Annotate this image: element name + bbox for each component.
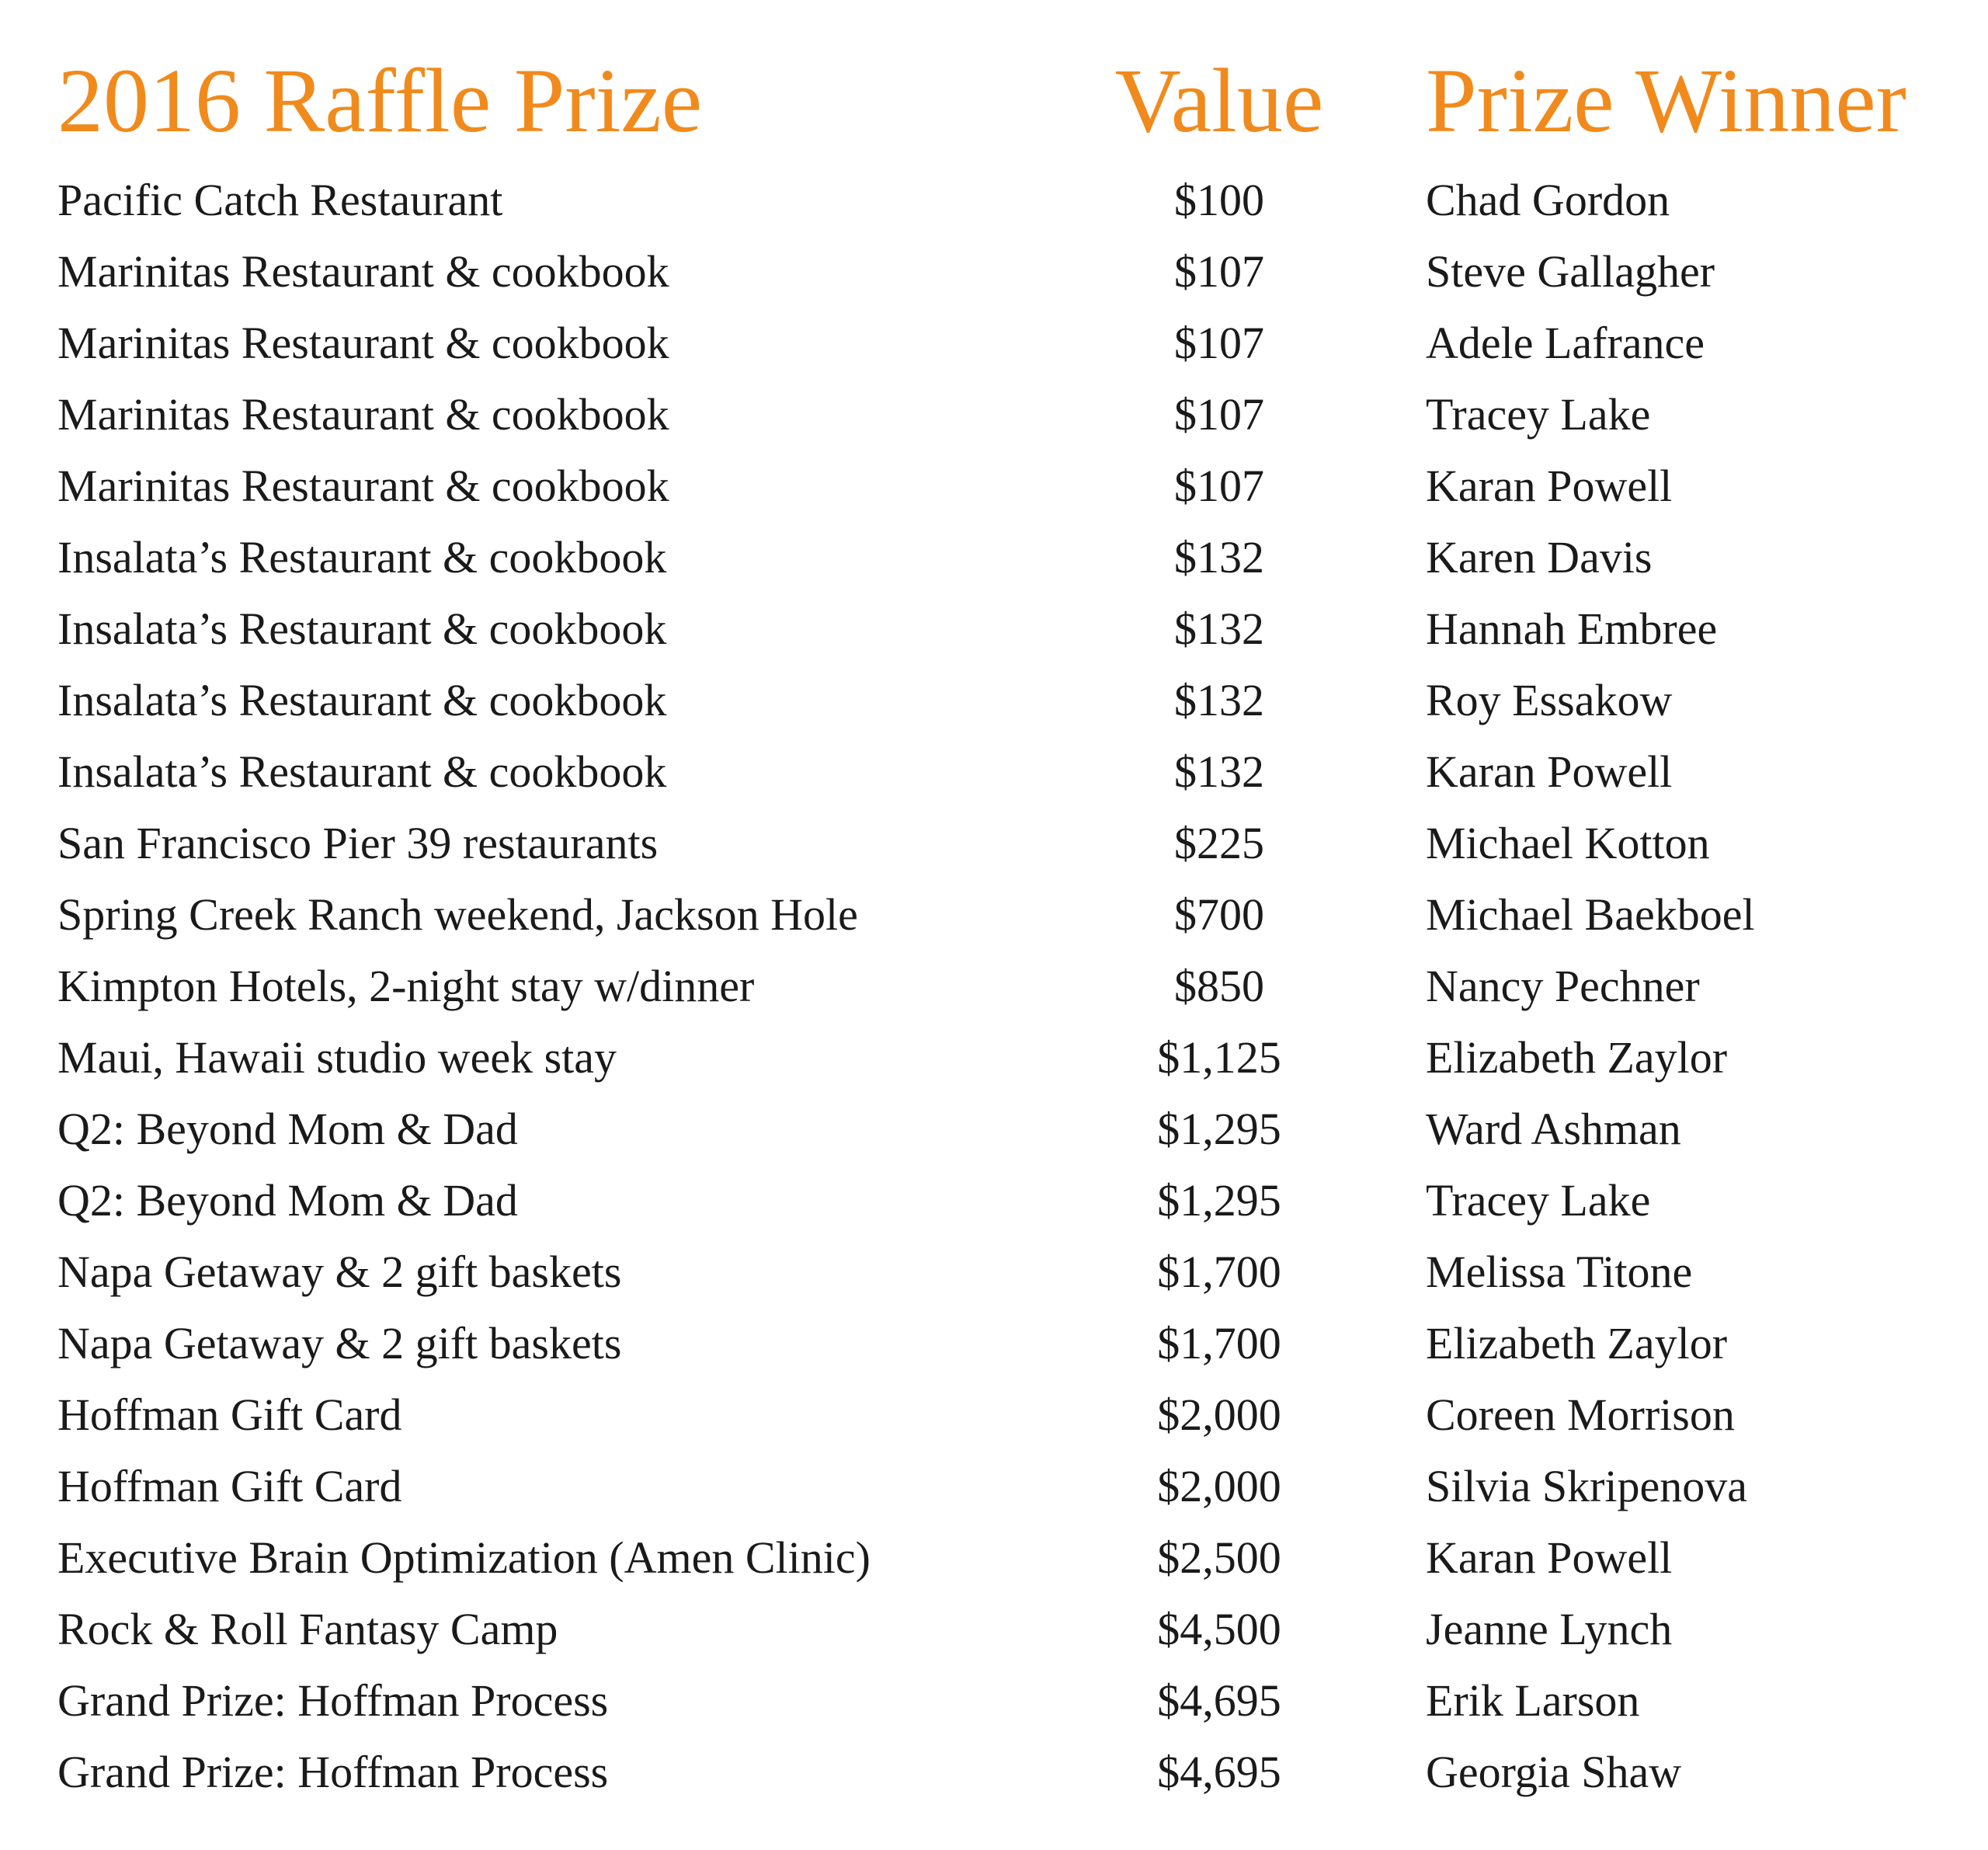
table-row: [0, 450, 1988, 522]
cell-winner: Georgia Shaw: [1426, 1747, 1682, 1797]
cell-value: $225: [1174, 818, 1264, 868]
cell-winner: Adele Lafrance: [1426, 318, 1705, 368]
cell-prize: Executive Brain Optimization (Amen Clinic): [57, 1532, 871, 1583]
cell-value: $1,295: [1157, 1104, 1281, 1154]
cell-value: $1,700: [1157, 1247, 1281, 1297]
cell-prize: Spring Creek Ranch weekend, Jackson Hole: [57, 889, 858, 940]
cell-prize: Rock & Roll Fantasy Camp: [57, 1604, 558, 1654]
cell-value: $132: [1174, 532, 1264, 582]
cell-winner: Melissa Titone: [1426, 1247, 1693, 1297]
cell-prize: Marinitas Restaurant & cookbook: [57, 461, 669, 511]
cell-prize: Maui, Hawaii studio week stay: [57, 1032, 617, 1083]
cell-prize: Hoffman Gift Card: [57, 1389, 402, 1440]
cell-prize: Hoffman Gift Card: [57, 1461, 402, 1511]
cell-value: $2,000: [1157, 1389, 1281, 1440]
table-row: [0, 1594, 1988, 1665]
cell-value: $107: [1174, 461, 1264, 511]
cell-winner: Silvia Skripenova: [1426, 1461, 1748, 1511]
cell-prize: Kimpton Hotels, 2-night stay w/dinner: [57, 961, 755, 1011]
cell-winner: Michael Kotton: [1426, 818, 1710, 868]
cell-prize: Insalata’s Restaurant & cookbook: [57, 532, 667, 582]
cell-value: $850: [1174, 961, 1264, 1011]
table-row: [0, 308, 1988, 379]
table-row: [0, 593, 1988, 665]
cell-winner: Karan Powell: [1426, 461, 1673, 511]
table-row: [0, 879, 1988, 951]
cell-value: $700: [1174, 889, 1264, 940]
table-row: [0, 1165, 1988, 1236]
table-row: [0, 1236, 1988, 1308]
table-row: [0, 736, 1988, 808]
cell-value: $1,700: [1157, 1318, 1281, 1368]
cell-prize: Insalata’s Restaurant & cookbook: [57, 675, 667, 725]
cell-winner: Ward Ashman: [1426, 1104, 1681, 1154]
table-row: [0, 379, 1988, 450]
cell-value: $2,500: [1157, 1532, 1281, 1583]
cell-value: $107: [1174, 318, 1264, 368]
cell-value: $4,695: [1157, 1675, 1281, 1726]
cell-value: $132: [1174, 746, 1264, 797]
table-row: [0, 236, 1988, 308]
cell-prize: Q2: Beyond Mom & Dad: [57, 1104, 518, 1154]
cell-value: $1,295: [1157, 1175, 1281, 1226]
cell-prize: Marinitas Restaurant & cookbook: [57, 318, 669, 368]
cell-prize: Marinitas Restaurant & cookbook: [57, 389, 669, 440]
cell-prize: Grand Prize: Hoffman Process: [57, 1675, 609, 1726]
table-row: [0, 1308, 1988, 1379]
table-header: [0, 43, 1988, 159]
table-body: [0, 165, 1988, 1808]
cell-winner: Roy Essakow: [1426, 675, 1673, 725]
cell-winner: Karan Powell: [1426, 1532, 1673, 1583]
table-row: [0, 1094, 1988, 1165]
cell-winner: Jeanne Lynch: [1426, 1604, 1673, 1654]
cell-winner: Tracey Lake: [1426, 1175, 1651, 1226]
cell-prize: Insalata’s Restaurant & cookbook: [57, 746, 667, 797]
cell-prize: Pacific Catch Restaurant: [57, 175, 503, 225]
cell-winner: Karan Powell: [1426, 746, 1673, 797]
table-row: [0, 808, 1988, 879]
header-prize: 2016 Raffle Prize: [57, 50, 703, 151]
cell-winner: Michael Baekboel: [1426, 889, 1755, 940]
cell-value: $132: [1174, 603, 1264, 654]
cell-winner: Elizabeth Zaylor: [1426, 1318, 1728, 1368]
cell-value: $4,500: [1157, 1604, 1281, 1654]
cell-winner: Erik Larson: [1426, 1675, 1640, 1726]
table-row: [0, 522, 1988, 593]
cell-winner: Tracey Lake: [1426, 389, 1651, 440]
table-row: [0, 1522, 1988, 1594]
cell-prize: San Francisco Pier 39 restaurants: [57, 818, 659, 868]
cell-winner: Hannah Embree: [1426, 603, 1718, 654]
cell-value: $2,000: [1157, 1461, 1281, 1511]
cell-value: $1,125: [1157, 1032, 1281, 1083]
table-row: [0, 665, 1988, 736]
cell-value: $107: [1174, 389, 1264, 440]
cell-prize: Grand Prize: Hoffman Process: [57, 1747, 609, 1797]
table-row: [0, 1022, 1988, 1094]
header-winner: Prize Winner: [1426, 50, 1906, 151]
cell-value: $107: [1174, 246, 1264, 297]
cell-prize: Napa Getaway & 2 gift baskets: [57, 1247, 622, 1297]
cell-winner: Coreen Morrison: [1426, 1389, 1735, 1440]
table-row: [0, 1737, 1988, 1808]
cell-value: $4,695: [1157, 1747, 1281, 1797]
cell-value: $100: [1174, 175, 1264, 225]
table-row: [0, 165, 1988, 236]
cell-winner: Karen Davis: [1426, 532, 1653, 582]
cell-prize: Napa Getaway & 2 gift baskets: [57, 1318, 622, 1368]
table-row: [0, 1665, 1988, 1737]
cell-prize: Marinitas Restaurant & cookbook: [57, 246, 669, 297]
table-row: [0, 1379, 1988, 1451]
header-value: Value: [1114, 50, 1324, 151]
cell-value: $132: [1174, 675, 1264, 725]
cell-winner: Elizabeth Zaylor: [1426, 1032, 1728, 1083]
cell-prize: Q2: Beyond Mom & Dad: [57, 1175, 518, 1226]
table-row: [0, 951, 1988, 1022]
table-row: [0, 1451, 1988, 1522]
cell-winner: Steve Gallagher: [1426, 246, 1715, 297]
cell-prize: Insalata’s Restaurant & cookbook: [57, 603, 667, 654]
cell-winner: Nancy Pechner: [1426, 961, 1700, 1011]
cell-winner: Chad Gordon: [1426, 175, 1670, 225]
